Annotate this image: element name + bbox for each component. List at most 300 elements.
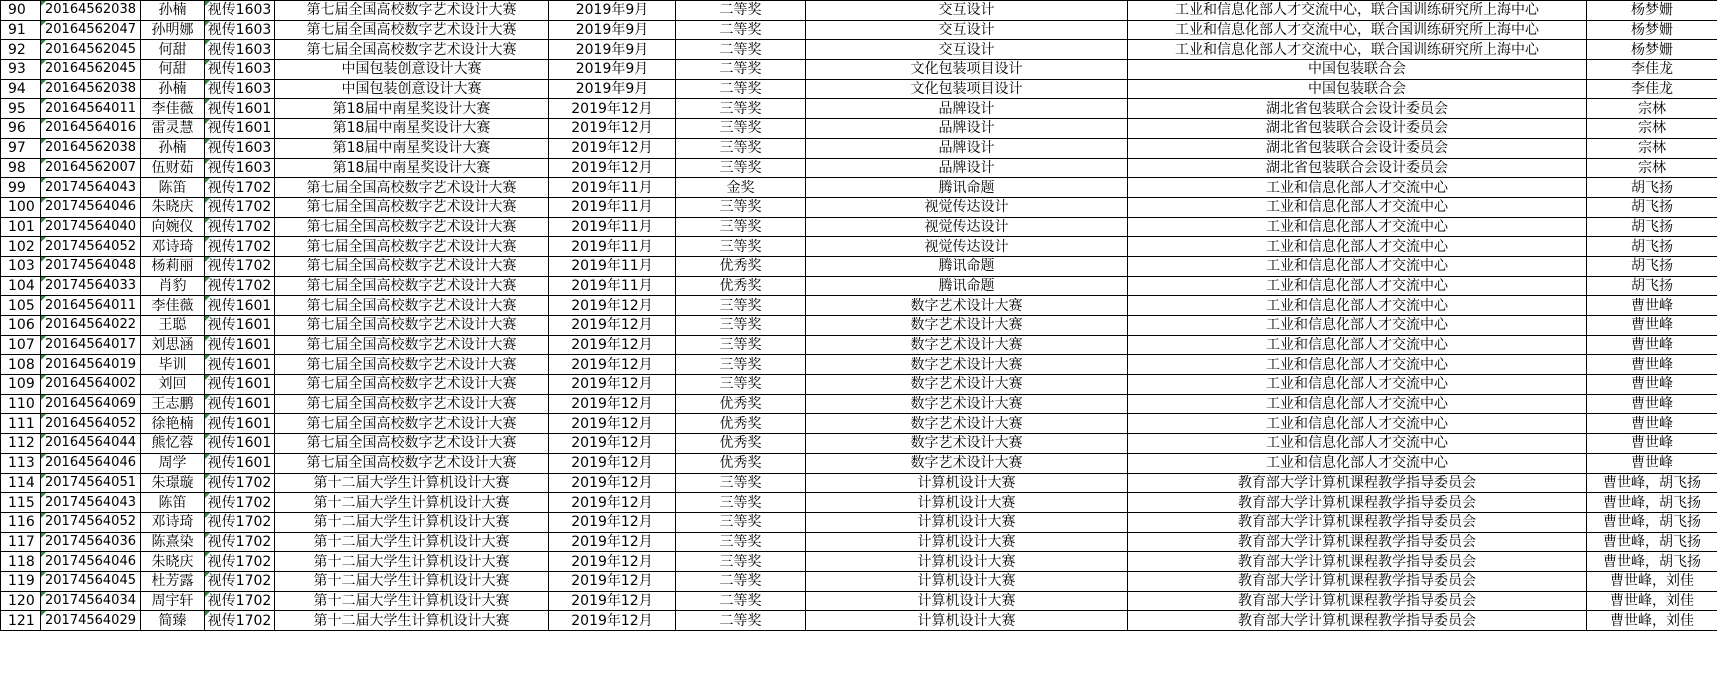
organizer-cell[interactable]: 工业和信息化部人才交流中心: [1128, 414, 1587, 434]
student-id-cell[interactable]: 20164564069: [41, 394, 141, 414]
student-id-cell[interactable]: 20174564046: [41, 197, 141, 217]
class-cell[interactable]: 视传1702: [205, 611, 275, 631]
row-number-cell[interactable]: 114: [1, 473, 41, 493]
advisor-cell[interactable]: 曹世峰: [1587, 316, 1717, 336]
date-cell[interactable]: 2019年11月: [549, 237, 676, 257]
advisor-cell[interactable]: 胡飞扬: [1587, 237, 1717, 257]
organizer-cell[interactable]: 工业和信息化部人才交流中心，联合国训练研究所上海中心: [1128, 20, 1587, 40]
class-cell[interactable]: 视传1601: [205, 394, 275, 414]
row-number-cell[interactable]: 100: [1, 197, 41, 217]
row-number-cell[interactable]: 93: [1, 60, 41, 80]
advisor-cell[interactable]: 宗林: [1587, 99, 1717, 119]
project-cell[interactable]: 视觉传达设计: [806, 197, 1128, 217]
organizer-cell[interactable]: 湖北省包装联合会设计委员会: [1128, 158, 1587, 178]
advisor-cell[interactable]: 曹世峰: [1587, 414, 1717, 434]
student-id-cell[interactable]: 20174564043: [41, 493, 141, 513]
row-number-cell[interactable]: 94: [1, 79, 41, 99]
advisor-cell[interactable]: 曹世峰，刘佳: [1587, 591, 1717, 611]
organizer-cell[interactable]: 教育部大学计算机课程教学指导委员会: [1128, 473, 1587, 493]
date-cell[interactable]: 2019年12月: [549, 158, 676, 178]
student-name-cell[interactable]: 雷灵慧: [141, 119, 205, 139]
student-name-cell[interactable]: 刘回: [141, 375, 205, 395]
student-id-cell[interactable]: 20164564011: [41, 296, 141, 316]
date-cell[interactable]: 2019年12月: [549, 138, 676, 158]
advisor-cell[interactable]: 曹世峰: [1587, 355, 1717, 375]
student-name-cell[interactable]: 向婉仪: [141, 217, 205, 237]
competition-cell[interactable]: 第十二届大学生计算机设计大赛: [275, 512, 549, 532]
student-name-cell[interactable]: 简臻: [141, 611, 205, 631]
award-cell[interactable]: 三等奖: [676, 375, 806, 395]
organizer-cell[interactable]: 工业和信息化部人才交流中心: [1128, 237, 1587, 257]
class-cell[interactable]: 视传1603: [205, 20, 275, 40]
student-name-cell[interactable]: 孙楠: [141, 1, 205, 21]
student-name-cell[interactable]: 李佳薇: [141, 296, 205, 316]
student-name-cell[interactable]: 周学: [141, 453, 205, 473]
competition-cell[interactable]: 第十二届大学生计算机设计大赛: [275, 611, 549, 631]
competition-cell[interactable]: 第七届全国高校数字艺术设计大赛: [275, 414, 549, 434]
row-number-cell[interactable]: 119: [1, 571, 41, 591]
row-number-cell[interactable]: 115: [1, 493, 41, 513]
student-name-cell[interactable]: 何甜: [141, 60, 205, 80]
row-number-cell[interactable]: 103: [1, 256, 41, 276]
advisor-cell[interactable]: 杨梦姗: [1587, 20, 1717, 40]
award-cell[interactable]: 优秀奖: [676, 414, 806, 434]
project-cell[interactable]: 数字艺术设计大赛: [806, 335, 1128, 355]
date-cell[interactable]: 2019年12月: [549, 591, 676, 611]
competition-cell[interactable]: 第七届全国高校数字艺术设计大赛: [275, 453, 549, 473]
row-number-cell[interactable]: 98: [1, 158, 41, 178]
award-cell[interactable]: 金奖: [676, 178, 806, 198]
organizer-cell[interactable]: 工业和信息化部人才交流中心: [1128, 453, 1587, 473]
student-name-cell[interactable]: 杜芳露: [141, 571, 205, 591]
student-name-cell[interactable]: 杨莉丽: [141, 256, 205, 276]
class-cell[interactable]: 视传1702: [205, 178, 275, 198]
student-id-cell[interactable]: 20174564045: [41, 571, 141, 591]
row-number-cell[interactable]: 113: [1, 453, 41, 473]
competition-cell[interactable]: 第七届全国高校数字艺术设计大赛: [275, 394, 549, 414]
project-cell[interactable]: 数字艺术设计大赛: [806, 394, 1128, 414]
competition-cell[interactable]: 第七届全国高校数字艺术设计大赛: [275, 434, 549, 454]
competition-cell[interactable]: 第七届全国高校数字艺术设计大赛: [275, 335, 549, 355]
student-name-cell[interactable]: 王聪: [141, 316, 205, 336]
date-cell[interactable]: 2019年12月: [549, 414, 676, 434]
student-id-cell[interactable]: 20164564017: [41, 335, 141, 355]
class-cell[interactable]: 视传1702: [205, 571, 275, 591]
class-cell[interactable]: 视传1702: [205, 493, 275, 513]
student-name-cell[interactable]: 熊忆蓉: [141, 434, 205, 454]
competition-cell[interactable]: 第十二届大学生计算机设计大赛: [275, 532, 549, 552]
award-cell[interactable]: 二等奖: [676, 571, 806, 591]
date-cell[interactable]: 2019年11月: [549, 276, 676, 296]
award-cell[interactable]: 二等奖: [676, 20, 806, 40]
organizer-cell[interactable]: 中国包装联合会: [1128, 79, 1587, 99]
date-cell[interactable]: 2019年11月: [549, 197, 676, 217]
project-cell[interactable]: 品牌设计: [806, 99, 1128, 119]
date-cell[interactable]: 2019年12月: [549, 434, 676, 454]
row-number-cell[interactable]: 111: [1, 414, 41, 434]
student-id-cell[interactable]: 20164564019: [41, 355, 141, 375]
class-cell[interactable]: 视传1702: [205, 512, 275, 532]
date-cell[interactable]: 2019年12月: [549, 473, 676, 493]
student-name-cell[interactable]: 毕训: [141, 355, 205, 375]
organizer-cell[interactable]: 湖北省包装联合会设计委员会: [1128, 99, 1587, 119]
organizer-cell[interactable]: 教育部大学计算机课程教学指导委员会: [1128, 571, 1587, 591]
advisor-cell[interactable]: 曹世峰: [1587, 453, 1717, 473]
organizer-cell[interactable]: 工业和信息化部人才交流中心，联合国训练研究所上海中心: [1128, 40, 1587, 60]
student-id-cell[interactable]: 20174564040: [41, 217, 141, 237]
date-cell[interactable]: 2019年9月: [549, 79, 676, 99]
project-cell[interactable]: 数字艺术设计大赛: [806, 296, 1128, 316]
class-cell[interactable]: 视传1702: [205, 256, 275, 276]
competition-cell[interactable]: 第七届全国高校数字艺术设计大赛: [275, 355, 549, 375]
advisor-cell[interactable]: 胡飞扬: [1587, 276, 1717, 296]
student-id-cell[interactable]: 20174564046: [41, 552, 141, 572]
advisor-cell[interactable]: 曹世峰: [1587, 394, 1717, 414]
advisor-cell[interactable]: 曹世峰: [1587, 335, 1717, 355]
competition-cell[interactable]: 第七届全国高校数字艺术设计大赛: [275, 178, 549, 198]
student-id-cell[interactable]: 20164564016: [41, 119, 141, 139]
advisor-cell[interactable]: 胡飞扬: [1587, 256, 1717, 276]
advisor-cell[interactable]: 胡飞扬: [1587, 178, 1717, 198]
student-id-cell[interactable]: 20164562007: [41, 158, 141, 178]
project-cell[interactable]: 计算机设计大赛: [806, 571, 1128, 591]
organizer-cell[interactable]: 工业和信息化部人才交流中心: [1128, 256, 1587, 276]
advisor-cell[interactable]: 李佳龙: [1587, 79, 1717, 99]
student-id-cell[interactable]: 20174564029: [41, 611, 141, 631]
advisor-cell[interactable]: 胡飞扬: [1587, 197, 1717, 217]
award-cell[interactable]: 优秀奖: [676, 256, 806, 276]
organizer-cell[interactable]: 工业和信息化部人才交流中心: [1128, 296, 1587, 316]
date-cell[interactable]: 2019年11月: [549, 178, 676, 198]
competition-cell[interactable]: 第18届中南星奖设计大赛: [275, 119, 549, 139]
advisor-cell[interactable]: 杨梦姗: [1587, 1, 1717, 21]
award-cell[interactable]: 二等奖: [676, 60, 806, 80]
row-number-cell[interactable]: 107: [1, 335, 41, 355]
class-cell[interactable]: 视传1702: [205, 532, 275, 552]
project-cell[interactable]: 文化包装项目设计: [806, 60, 1128, 80]
class-cell[interactable]: 视传1601: [205, 119, 275, 139]
project-cell[interactable]: 交互设计: [806, 1, 1128, 21]
row-number-cell[interactable]: 109: [1, 375, 41, 395]
project-cell[interactable]: 视觉传达设计: [806, 217, 1128, 237]
advisor-cell[interactable]: 曹世峰，胡飞扬: [1587, 532, 1717, 552]
advisor-cell[interactable]: 曹世峰: [1587, 375, 1717, 395]
advisor-cell[interactable]: 胡飞扬: [1587, 217, 1717, 237]
row-number-cell[interactable]: 118: [1, 552, 41, 572]
project-cell[interactable]: 计算机设计大赛: [806, 493, 1128, 513]
organizer-cell[interactable]: 工业和信息化部人才交流中心: [1128, 197, 1587, 217]
organizer-cell[interactable]: 教育部大学计算机课程教学指导委员会: [1128, 532, 1587, 552]
student-name-cell[interactable]: 刘思涵: [141, 335, 205, 355]
award-cell[interactable]: 三等奖: [676, 335, 806, 355]
award-cell[interactable]: 三等奖: [676, 316, 806, 336]
class-cell[interactable]: 视传1603: [205, 158, 275, 178]
row-number-cell[interactable]: 121: [1, 611, 41, 631]
award-cell[interactable]: 优秀奖: [676, 276, 806, 296]
student-id-cell[interactable]: 20164564044: [41, 434, 141, 454]
project-cell[interactable]: 计算机设计大赛: [806, 473, 1128, 493]
row-number-cell[interactable]: 105: [1, 296, 41, 316]
organizer-cell[interactable]: 工业和信息化部人才交流中心: [1128, 178, 1587, 198]
award-cell[interactable]: 优秀奖: [676, 453, 806, 473]
class-cell[interactable]: 视传1702: [205, 197, 275, 217]
organizer-cell[interactable]: 工业和信息化部人才交流中心: [1128, 434, 1587, 454]
class-cell[interactable]: 视传1603: [205, 79, 275, 99]
row-number-cell[interactable]: 96: [1, 119, 41, 139]
student-name-cell[interactable]: 孙楠: [141, 138, 205, 158]
student-id-cell[interactable]: 20164562038: [41, 79, 141, 99]
competition-cell[interactable]: 第七届全国高校数字艺术设计大赛: [275, 276, 549, 296]
student-name-cell[interactable]: 何甜: [141, 40, 205, 60]
date-cell[interactable]: 2019年12月: [549, 532, 676, 552]
date-cell[interactable]: 2019年11月: [549, 217, 676, 237]
student-name-cell[interactable]: 陈笛: [141, 493, 205, 513]
class-cell[interactable]: 视传1601: [205, 434, 275, 454]
advisor-cell[interactable]: 曹世峰，刘佳: [1587, 571, 1717, 591]
class-cell[interactable]: 视传1601: [205, 453, 275, 473]
class-cell[interactable]: 视传1702: [205, 217, 275, 237]
advisor-cell[interactable]: 曹世峰，胡飞扬: [1587, 493, 1717, 513]
student-name-cell[interactable]: 邓诗琦: [141, 237, 205, 257]
student-name-cell[interactable]: 肖豹: [141, 276, 205, 296]
advisor-cell[interactable]: 曹世峰: [1587, 434, 1717, 454]
competition-cell[interactable]: 第十二届大学生计算机设计大赛: [275, 473, 549, 493]
award-cell[interactable]: 三等奖: [676, 237, 806, 257]
student-name-cell[interactable]: 陈熹染: [141, 532, 205, 552]
competition-cell[interactable]: 第七届全国高校数字艺术设计大赛: [275, 316, 549, 336]
student-name-cell[interactable]: 朱晓庆: [141, 552, 205, 572]
project-cell[interactable]: 数字艺术设计大赛: [806, 414, 1128, 434]
row-number-cell[interactable]: 91: [1, 20, 41, 40]
class-cell[interactable]: 视传1702: [205, 552, 275, 572]
class-cell[interactable]: 视传1601: [205, 375, 275, 395]
class-cell[interactable]: 视传1603: [205, 60, 275, 80]
competition-cell[interactable]: 第七届全国高校数字艺术设计大赛: [275, 40, 549, 60]
award-cell[interactable]: 二等奖: [676, 611, 806, 631]
project-cell[interactable]: 数字艺术设计大赛: [806, 375, 1128, 395]
award-cell[interactable]: 三等奖: [676, 217, 806, 237]
competition-cell[interactable]: 第七届全国高校数字艺术设计大赛: [275, 237, 549, 257]
date-cell[interactable]: 2019年12月: [549, 512, 676, 532]
row-number-cell[interactable]: 101: [1, 217, 41, 237]
class-cell[interactable]: 视传1601: [205, 335, 275, 355]
advisor-cell[interactable]: 宗林: [1587, 158, 1717, 178]
class-cell[interactable]: 视传1702: [205, 473, 275, 493]
award-cell[interactable]: 二等奖: [676, 1, 806, 21]
project-cell[interactable]: 腾讯命题: [806, 178, 1128, 198]
date-cell[interactable]: 2019年12月: [549, 355, 676, 375]
class-cell[interactable]: 视传1702: [205, 591, 275, 611]
advisor-cell[interactable]: 李佳龙: [1587, 60, 1717, 80]
student-name-cell[interactable]: 王志鹏: [141, 394, 205, 414]
award-cell[interactable]: 三等奖: [676, 296, 806, 316]
student-name-cell[interactable]: 朱璟璇: [141, 473, 205, 493]
date-cell[interactable]: 2019年12月: [549, 335, 676, 355]
award-cell[interactable]: 三等奖: [676, 138, 806, 158]
student-id-cell[interactable]: 20164564046: [41, 453, 141, 473]
award-cell[interactable]: 三等奖: [676, 493, 806, 513]
award-cell[interactable]: 三等奖: [676, 158, 806, 178]
project-cell[interactable]: 视觉传达设计: [806, 237, 1128, 257]
project-cell[interactable]: 文化包装项目设计: [806, 79, 1128, 99]
award-cell[interactable]: 二等奖: [676, 79, 806, 99]
student-id-cell[interactable]: 20174564034: [41, 591, 141, 611]
date-cell[interactable]: 2019年12月: [549, 99, 676, 119]
award-cell[interactable]: 三等奖: [676, 512, 806, 532]
project-cell[interactable]: 数字艺术设计大赛: [806, 453, 1128, 473]
award-cell[interactable]: 三等奖: [676, 552, 806, 572]
date-cell[interactable]: 2019年12月: [549, 571, 676, 591]
organizer-cell[interactable]: 工业和信息化部人才交流中心: [1128, 335, 1587, 355]
competition-cell[interactable]: 第七届全国高校数字艺术设计大赛: [275, 375, 549, 395]
student-id-cell[interactable]: 20164564002: [41, 375, 141, 395]
project-cell[interactable]: 数字艺术设计大赛: [806, 316, 1128, 336]
class-cell[interactable]: 视传1603: [205, 40, 275, 60]
date-cell[interactable]: 2019年9月: [549, 60, 676, 80]
student-id-cell[interactable]: 20174564052: [41, 237, 141, 257]
student-name-cell[interactable]: 李佳薇: [141, 99, 205, 119]
student-id-cell[interactable]: 20174564036: [41, 532, 141, 552]
organizer-cell[interactable]: 教育部大学计算机课程教学指导委员会: [1128, 552, 1587, 572]
student-id-cell[interactable]: 20164564052: [41, 414, 141, 434]
project-cell[interactable]: 腾讯命题: [806, 276, 1128, 296]
advisor-cell[interactable]: 曹世峰: [1587, 296, 1717, 316]
competition-cell[interactable]: 第18届中南星奖设计大赛: [275, 99, 549, 119]
competition-cell[interactable]: 第18届中南星奖设计大赛: [275, 138, 549, 158]
advisor-cell[interactable]: 曹世峰，刘佳: [1587, 611, 1717, 631]
award-cell[interactable]: 三等奖: [676, 197, 806, 217]
class-cell[interactable]: 视传1603: [205, 1, 275, 21]
organizer-cell[interactable]: 湖北省包装联合会设计委员会: [1128, 119, 1587, 139]
student-name-cell[interactable]: 孙明娜: [141, 20, 205, 40]
organizer-cell[interactable]: 教育部大学计算机课程教学指导委员会: [1128, 493, 1587, 513]
project-cell[interactable]: 数字艺术设计大赛: [806, 434, 1128, 454]
date-cell[interactable]: 2019年12月: [549, 316, 676, 336]
project-cell[interactable]: 数字艺术设计大赛: [806, 355, 1128, 375]
date-cell[interactable]: 2019年12月: [549, 493, 676, 513]
project-cell[interactable]: 计算机设计大赛: [806, 532, 1128, 552]
student-id-cell[interactable]: 20174564052: [41, 512, 141, 532]
organizer-cell[interactable]: 湖北省包装联合会设计委员会: [1128, 138, 1587, 158]
organizer-cell[interactable]: 工业和信息化部人才交流中心: [1128, 217, 1587, 237]
row-number-cell[interactable]: 104: [1, 276, 41, 296]
project-cell[interactable]: 计算机设计大赛: [806, 591, 1128, 611]
student-id-cell[interactable]: 20174564043: [41, 178, 141, 198]
project-cell[interactable]: 计算机设计大赛: [806, 611, 1128, 631]
row-number-cell[interactable]: 97: [1, 138, 41, 158]
competition-cell[interactable]: 第七届全国高校数字艺术设计大赛: [275, 1, 549, 21]
advisor-cell[interactable]: 宗林: [1587, 138, 1717, 158]
row-number-cell[interactable]: 108: [1, 355, 41, 375]
competition-cell[interactable]: 第十二届大学生计算机设计大赛: [275, 493, 549, 513]
date-cell[interactable]: 2019年12月: [549, 296, 676, 316]
date-cell[interactable]: 2019年9月: [549, 20, 676, 40]
award-cell[interactable]: 三等奖: [676, 473, 806, 493]
date-cell[interactable]: 2019年11月: [549, 256, 676, 276]
date-cell[interactable]: 2019年12月: [549, 453, 676, 473]
award-cell[interactable]: 优秀奖: [676, 394, 806, 414]
student-id-cell[interactable]: 20164562038: [41, 1, 141, 21]
class-cell[interactable]: 视传1601: [205, 296, 275, 316]
date-cell[interactable]: 2019年12月: [549, 394, 676, 414]
row-number-cell[interactable]: 116: [1, 512, 41, 532]
student-name-cell[interactable]: 伍财茹: [141, 158, 205, 178]
organizer-cell[interactable]: 教育部大学计算机课程教学指导委员会: [1128, 512, 1587, 532]
organizer-cell[interactable]: 教育部大学计算机课程教学指导委员会: [1128, 591, 1587, 611]
award-cell[interactable]: 三等奖: [676, 99, 806, 119]
class-cell[interactable]: 视传1702: [205, 276, 275, 296]
student-id-cell[interactable]: 20164562045: [41, 60, 141, 80]
row-number-cell[interactable]: 120: [1, 591, 41, 611]
class-cell[interactable]: 视传1601: [205, 99, 275, 119]
organizer-cell[interactable]: 工业和信息化部人才交流中心: [1128, 316, 1587, 336]
project-cell[interactable]: 腾讯命题: [806, 256, 1128, 276]
class-cell[interactable]: 视传1702: [205, 237, 275, 257]
date-cell[interactable]: 2019年12月: [549, 552, 676, 572]
row-number-cell[interactable]: 112: [1, 434, 41, 454]
competition-cell[interactable]: 第十二届大学生计算机设计大赛: [275, 552, 549, 572]
row-number-cell[interactable]: 90: [1, 1, 41, 21]
project-cell[interactable]: 交互设计: [806, 20, 1128, 40]
class-cell[interactable]: 视传1601: [205, 316, 275, 336]
student-id-cell[interactable]: 20164564011: [41, 99, 141, 119]
student-id-cell[interactable]: 20174564051: [41, 473, 141, 493]
project-cell[interactable]: 计算机设计大赛: [806, 552, 1128, 572]
date-cell[interactable]: 2019年12月: [549, 375, 676, 395]
project-cell[interactable]: 品牌设计: [806, 158, 1128, 178]
date-cell[interactable]: 2019年9月: [549, 1, 676, 21]
row-number-cell[interactable]: 99: [1, 178, 41, 198]
advisor-cell[interactable]: 曹世峰，胡飞扬: [1587, 473, 1717, 493]
date-cell[interactable]: 2019年12月: [549, 119, 676, 139]
project-cell[interactable]: 交互设计: [806, 40, 1128, 60]
class-cell[interactable]: 视传1601: [205, 414, 275, 434]
row-number-cell[interactable]: 106: [1, 316, 41, 336]
award-cell[interactable]: 二等奖: [676, 40, 806, 60]
student-name-cell[interactable]: 陈笛: [141, 178, 205, 198]
competition-cell[interactable]: 中国包装创意设计大赛: [275, 79, 549, 99]
row-number-cell[interactable]: 102: [1, 237, 41, 257]
student-name-cell[interactable]: 邓诗琦: [141, 512, 205, 532]
advisor-cell[interactable]: 宗林: [1587, 119, 1717, 139]
competition-cell[interactable]: 第七届全国高校数字艺术设计大赛: [275, 197, 549, 217]
competition-cell[interactable]: 第18届中南星奖设计大赛: [275, 158, 549, 178]
organizer-cell[interactable]: 工业和信息化部人才交流中心，联合国训练研究所上海中心: [1128, 1, 1587, 21]
competition-cell[interactable]: 第十二届大学生计算机设计大赛: [275, 591, 549, 611]
award-cell[interactable]: 三等奖: [676, 355, 806, 375]
organizer-cell[interactable]: 工业和信息化部人才交流中心: [1128, 276, 1587, 296]
date-cell[interactable]: 2019年9月: [549, 40, 676, 60]
competition-cell[interactable]: 第七届全国高校数字艺术设计大赛: [275, 20, 549, 40]
advisor-cell[interactable]: 曹世峰，胡飞扬: [1587, 552, 1717, 572]
organizer-cell[interactable]: 工业和信息化部人才交流中心: [1128, 375, 1587, 395]
student-name-cell[interactable]: 朱晓庆: [141, 197, 205, 217]
class-cell[interactable]: 视传1603: [205, 138, 275, 158]
row-number-cell[interactable]: 95: [1, 99, 41, 119]
advisor-cell[interactable]: 曹世峰，胡飞扬: [1587, 512, 1717, 532]
competition-cell[interactable]: 中国包装创意设计大赛: [275, 60, 549, 80]
competition-cell[interactable]: 第七届全国高校数字艺术设计大赛: [275, 256, 549, 276]
competition-cell[interactable]: 第七届全国高校数字艺术设计大赛: [275, 296, 549, 316]
student-id-cell[interactable]: 20164562038: [41, 138, 141, 158]
award-cell[interactable]: 二等奖: [676, 591, 806, 611]
organizer-cell[interactable]: 工业和信息化部人才交流中心: [1128, 394, 1587, 414]
student-id-cell[interactable]: 20164562047: [41, 20, 141, 40]
student-name-cell[interactable]: 周宇轩: [141, 591, 205, 611]
student-name-cell[interactable]: 孙楠: [141, 79, 205, 99]
competition-cell[interactable]: 第十二届大学生计算机设计大赛: [275, 571, 549, 591]
award-cell[interactable]: 三等奖: [676, 532, 806, 552]
